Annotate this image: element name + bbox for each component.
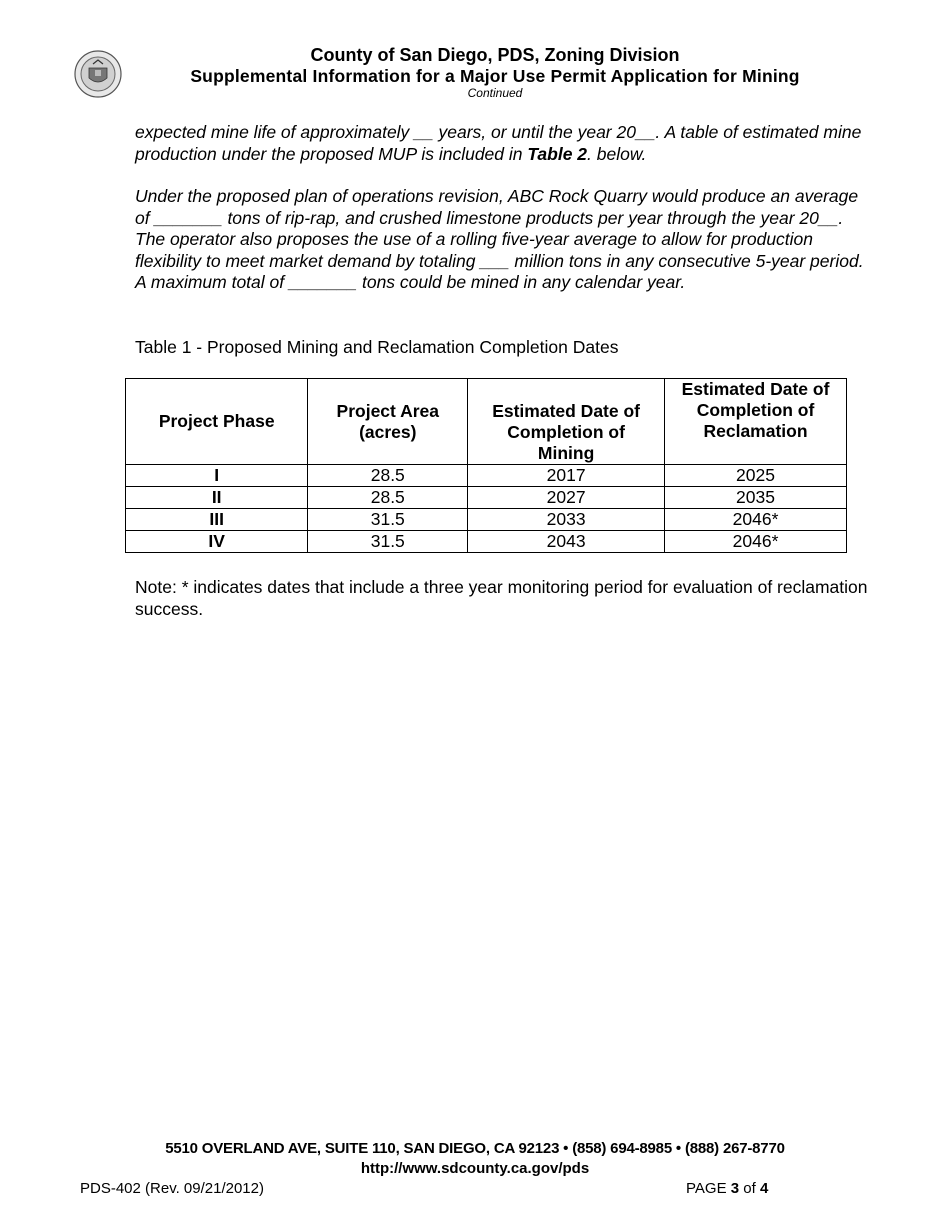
table-header-row — [126, 379, 847, 465]
header-project-phase: Project Phase — [126, 379, 308, 465]
paragraph-operations: Under the proposed plan of operations revision, ABC Rock Quarry would produce an average of _______ tons of rip-rap, and crushed limestone products per year through the year 20__. The operator also proposes the use of a rolling five-year average to allow for production flexibility to meet market demand by totaling ___ million tons in any consecutive 5-year period. A maximum total of _______ tons could be mined in any calendar year. — [135, 186, 864, 292]
county-seal-icon — [74, 50, 122, 98]
cell-mining: 2027 — [468, 487, 665, 509]
cell-reclamation: 2035 — [665, 487, 847, 509]
cell-area: 28.5 — [308, 465, 468, 487]
cell-reclamation: 2046* — [665, 531, 847, 553]
header-project-area: Project Area (acres) — [308, 379, 468, 465]
table-row — [126, 487, 847, 509]
header-title: County of San Diego, PDS, Zoning Division — [310, 45, 680, 65]
p1-text-b: . below. — [587, 143, 647, 164]
cell-reclamation: 2025 — [665, 465, 847, 487]
p1-text-a: expected mine life of approximately __ years, or until the year 20__. A table of estimated mine production under the proposed MUP is included in — [135, 122, 862, 164]
cell-area: 31.5 — [308, 509, 468, 531]
footer-url[interactable]: http://www.sdcounty.ca.gov/pds — [360, 1160, 590, 1177]
p1-table-ref: Table 2 — [527, 143, 588, 164]
table-note: Note: * indicates dates that include a three year monitoring period for evaluation of reclamation success. — [135, 577, 868, 619]
cell-phase: IV — [126, 531, 308, 553]
table-row — [126, 465, 847, 487]
table-row — [126, 509, 847, 531]
cell-mining: 2043 — [468, 531, 665, 553]
cell-mining: 2033 — [468, 509, 665, 531]
cell-area: 28.5 — [308, 487, 468, 509]
cell-phase: I — [126, 465, 308, 487]
paragraph-mine-life — [135, 122, 875, 165]
cell-area: 31.5 — [308, 531, 468, 553]
header-mining-date: Estimated Date of Completion of Mining — [468, 379, 665, 465]
cell-mining: 2017 — [468, 465, 665, 487]
completion-dates-table — [125, 378, 847, 553]
footer-page-number: PAGE 3 of 4 — [686, 1180, 769, 1197]
cell-phase: II — [126, 487, 308, 509]
header-reclamation-date: Estimated Date of Completion of Reclamation — [665, 379, 847, 465]
cell-phase: III — [126, 509, 308, 531]
table-caption: Table 1 - Proposed Mining and Reclamation Completion Dates — [135, 337, 619, 357]
table-row — [126, 531, 847, 553]
footer-address: 5510 OVERLAND AVE, SUITE 110, SAN DIEGO, CA 92123 • (858) 694-8985 • (888) 267-8770 — [165, 1140, 785, 1157]
cell-reclamation: 2046* — [665, 509, 847, 531]
page-header — [130, 44, 860, 101]
footer-form-number: PDS-402 (Rev. 09/21/2012) — [80, 1180, 264, 1197]
header-continued: Continued — [467, 86, 523, 100]
header-subtitle: Supplemental Information for a Major Use Permit Application for Mining — [190, 66, 800, 86]
